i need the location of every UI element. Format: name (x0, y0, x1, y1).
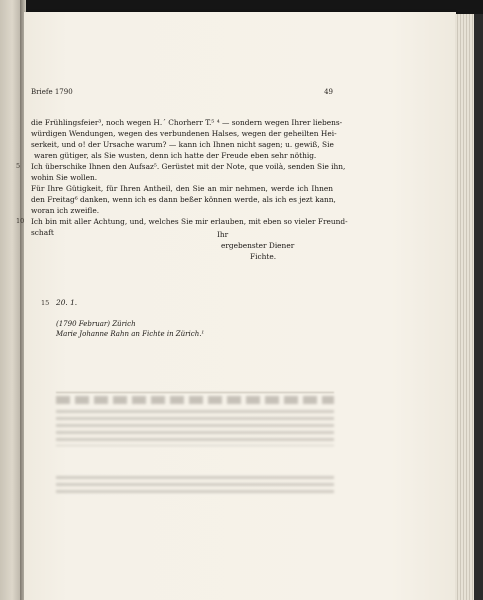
closing-line-2: ergebenster Diener (221, 241, 295, 250)
body-line: würdigen Wendungen, wegen des verbundenen Halses, wegen der geheilten Hei- (31, 129, 337, 138)
page-edges-shadow (474, 14, 483, 600)
letter-closing (31, 229, 333, 265)
previous-page-bleed (2, 300, 18, 550)
page-number: 49 (324, 88, 333, 96)
body-line: die Frühlingsfeier³, noch wegen H.´ Chorherr T.⁵ ⁴ — sondern wegen Ihrer liebens- (31, 118, 343, 127)
body-line: den Freitag⁶ danken, wenn ich es dann beßer können werde, als ich es jezt kann, (31, 195, 336, 204)
body-line: Für Ihre Gütigkeit, für Ihren Antheil, den Sie an mir nehmen, werde ich Ihnen (31, 184, 333, 193)
body-line: 5 Ich überschike Ihnen den Aufsaz⁵. Gerüstet mit der Note, que voilà, senden Sie ihn, (16, 162, 346, 171)
running-header (31, 88, 333, 102)
body-line: serkeit, und o! der Ursache warum? — kann ich Ihnen nicht sagen; u. gewiß, Sie (31, 140, 334, 149)
body-line: schaft (31, 228, 54, 237)
letter-body (16, 117, 348, 238)
body-line: waren gütiger, als Sie wusten, denn ich hatte der Freude eben sehr nöthig. (34, 151, 317, 160)
body-line: woran ich zweifle. (31, 206, 100, 215)
footnotes-blurred-2 (56, 476, 334, 496)
body-line: wohin Sie wollen. (31, 173, 98, 182)
body-line: 10 Ich bin mit aller Achtung, und, welches Sie mir erlauben, mit eben so vieler Freund- (16, 217, 348, 226)
entry-number: 20. 1. (56, 298, 78, 307)
running-title: Briefe 1790 (31, 88, 73, 96)
apparatus-line-blurred (56, 396, 334, 404)
footnotes-blurred (56, 410, 334, 446)
entry-heading-block (56, 319, 204, 339)
closing-line-1: Ihr (217, 230, 229, 239)
apparatus-rule (56, 392, 334, 393)
closing-signature: Fichte. (250, 252, 277, 261)
entry-date: (1790 Februar) Zürich (56, 320, 136, 328)
page-edges (455, 14, 475, 600)
entry-line-number: 15 (41, 299, 50, 307)
entry-heading: Marie Johanne Rahn an Fichte in Zürich.¹ (56, 330, 205, 338)
